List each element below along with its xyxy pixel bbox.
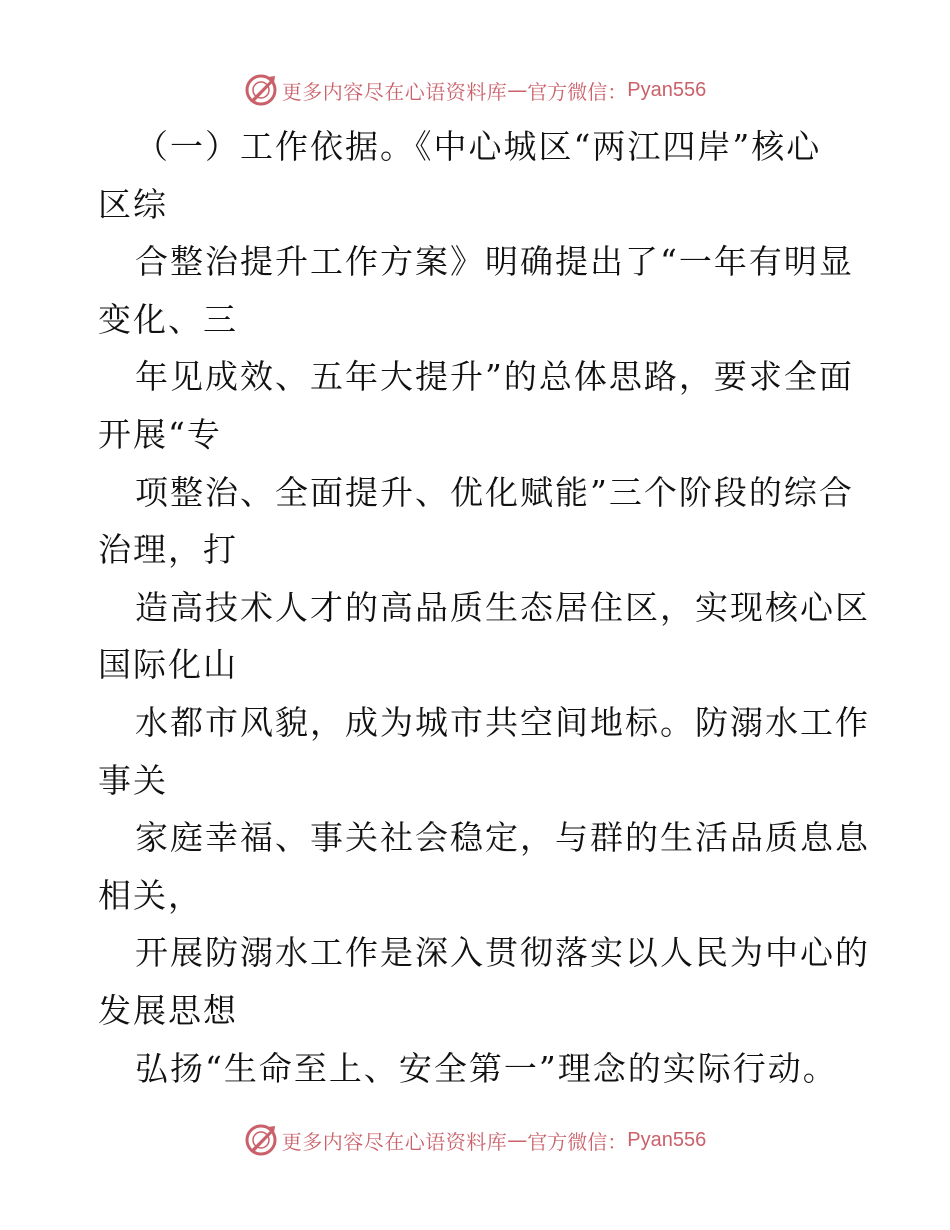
body-line: 发展思想 [98, 990, 238, 1030]
watermark-brand-text: 更多内容尽在心语资料库 [281, 79, 508, 104]
body-line: 变化、三 [98, 299, 238, 339]
body-line: 项整治、全面提升、优化赋能”三个阶段的综合 [135, 472, 854, 512]
document-body [98, 118, 870, 1097]
header-watermark [0, 70, 950, 110]
watermark-official-label: 官方微信： [527, 79, 628, 104]
body-line: 相关， [98, 875, 203, 915]
body-line: 家庭幸福、事关社会稳定，与群的生活品质息息 [135, 818, 870, 858]
quill-pen-logo-icon [244, 73, 278, 107]
body-line: 水都市风貌，成为城市共空间地标。防溺水工作 [135, 702, 870, 742]
watermark-dash: — [507, 1128, 528, 1152]
body-line: 治理，打 [98, 530, 238, 570]
body-line: 弘扬“生命至上、安全第一”理念的实际行动。 [135, 1048, 838, 1088]
body-line: 国际化山 [98, 645, 238, 685]
watermark-account-id: Pyan556 [627, 78, 707, 101]
watermark-account-id: Pyan556 [627, 1128, 707, 1151]
footer-watermark [0, 1120, 950, 1160]
body-line: 事关 [98, 760, 168, 800]
watermark-dash: — [507, 78, 528, 102]
body-line: 造高技术人才的高品质生态居住区，实现核心区 [135, 587, 870, 627]
body-line: 区综 [98, 184, 168, 224]
body-line: 开展“专 [98, 414, 222, 454]
body-line: 开展防溺水工作是深入贯彻落实以人民为中心的 [135, 933, 870, 973]
quill-pen-logo-icon [244, 1123, 278, 1157]
watermark-brand-text: 更多内容尽在心语资料库 [281, 1129, 508, 1154]
body-line: 年见成效、五年大提升”的总体思路，要求全面 [135, 357, 854, 397]
watermark-official-label: 官方微信： [527, 1129, 628, 1154]
body-line: 合整治提升工作方案》明确提出了“一年有明显 [135, 242, 854, 282]
body-line: （一）工作依据。《中心城区“两江四岸”核心 [135, 127, 822, 166]
